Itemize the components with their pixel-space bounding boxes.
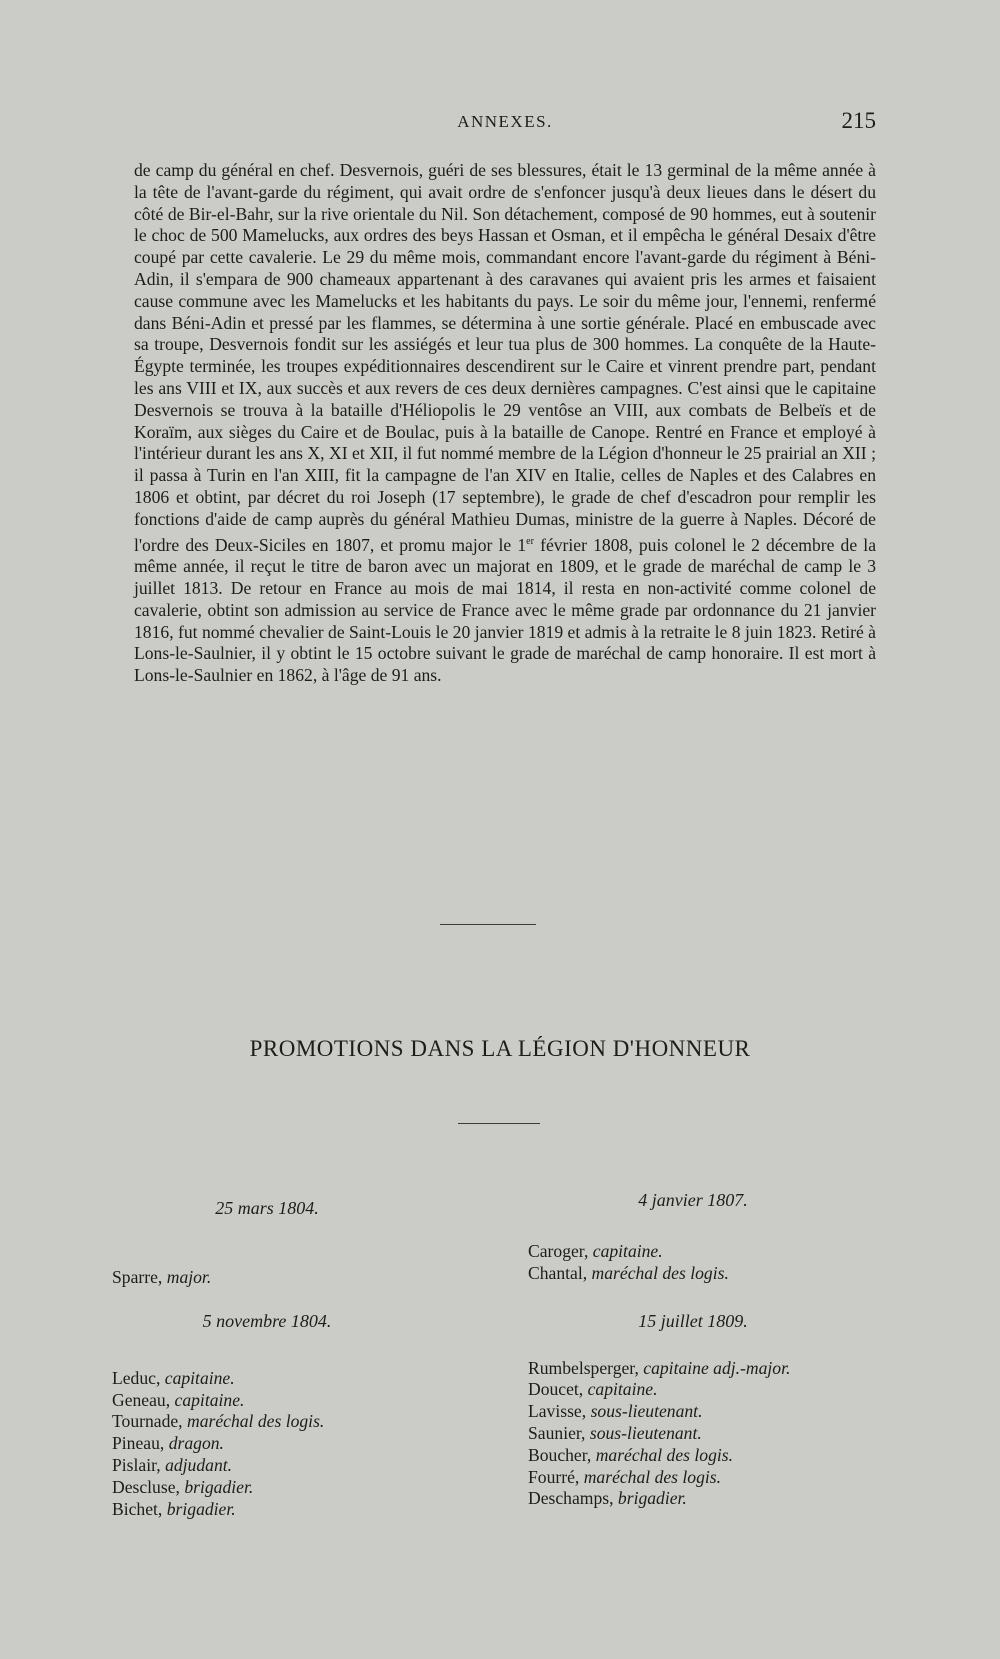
promotion-entry — [112, 1267, 482, 1289]
person-name: Leduc, — [112, 1367, 161, 1388]
person-name: Rumbelsperger, — [528, 1357, 639, 1378]
person-name: Descluse, — [112, 1476, 180, 1497]
promotion-entry — [528, 1241, 908, 1263]
promotion-entry — [528, 1379, 908, 1401]
person-rank: maréchal des logis. — [591, 1262, 729, 1283]
promotion-entry — [112, 1390, 482, 1412]
person-name: Caroger, — [528, 1241, 589, 1261]
running-title: ANNEXES. — [457, 112, 553, 131]
page-number: 215 — [841, 108, 876, 133]
body-paragraph-part-1: de camp du général en chef. Desvernois, guéri de ses blessures, était le 13 germinal de la même année à la tête de l'avant-garde du régiment, qui avait ordre de s'enfoncer jusqu'à deux lieues dans le désert du côté de Bir-el-Bahr, sur la rive orientale du Nil. Son détachement, composé de 90 hommes, eut à soutenir le choc de 500 Mamelucks, aux ordres des beys Hassan et Osman, et il empêcha le général Desaix d'être coupé par cette cavalerie. Le 29 du même mois, commandant encore l'avant-garde du régiment à Béni-Adin, il s'empara de 900 chameaux appartenant à des caravanes qui avaient pris les armes et faisaient cause commune avec les Mamelucks et les habitants du pays. Le soir du même jour, l'ennemi, renfermé dans Béni-Adin et pressé par les flammes, se détermina à une sortie générale. Placé en embuscade avec sa troupe, Desvernois fondit sur les assiégés et leur tua plus de 300 hommes. La conquête de la Haute-Égypte terminée, les troupes expéditionnaires descendirent sur le Caire et vinrent prendre part, pendant les ans VIII et IX, aux succès et aux revers de ces deux dernières campagnes. C'est ainsi que le capitaine Desvernois se trouva à la bataille d'Héliopolis le 29 ventôse an VIII, aux combats de Belbeïs et de Koraïm, aux sièges du Caire et de Boulac, puis à la bataille de Canope. Rentré en France et employé à l'intérieur durant les ans X, XI et XII, il fut nommé membre de la Légion d'honneur le 25 prairial an XII ; il passa à Turin en l'an XIII, fit la campagne de l'an XIV en Italie, celles de Naples et des Calabres en 1806 et obtint, par décret du roi Joseph (17 septembre), le grade de chef d'escadron pour remplir les fonctions d'aide de camp auprès du général Mathieu Dumas, ministre de la guerre à Naples. Décoré de l'ordre des Deux-Siciles en 1807, et promu major le 1 — [134, 160, 876, 555]
promotions-right-column — [528, 1190, 908, 1510]
person-name: Doucet, — [528, 1379, 584, 1400]
body-paragraph — [134, 160, 876, 687]
person-rank: brigadier. — [184, 1476, 254, 1497]
person-rank: capitaine adj.-major. — [643, 1357, 791, 1378]
promotion-list — [528, 1241, 908, 1285]
person-rank: capitaine. — [164, 1367, 235, 1388]
person-rank: capitaine. — [587, 1379, 658, 1400]
promotion-entry — [528, 1263, 908, 1285]
person-rank: sous-lieutenant. — [590, 1401, 703, 1422]
promotion-date-heading: 5 novembre 1804. — [202, 1310, 332, 1331]
person-rank: maréchal des logis. — [595, 1444, 734, 1465]
promotion-entry — [112, 1455, 482, 1477]
promotion-entry — [528, 1423, 908, 1445]
person-rank: brigadier. — [617, 1488, 687, 1509]
person-name: Tournade, — [112, 1411, 183, 1432]
promotion-entry — [112, 1368, 482, 1390]
promotion-list — [112, 1368, 482, 1521]
person-name: Chantal, — [528, 1262, 588, 1283]
person-rank: major. — [166, 1267, 212, 1287]
person-rank: sous-lieutenant. — [589, 1422, 702, 1443]
promotion-list — [112, 1267, 482, 1289]
person-name: Bichet, — [112, 1498, 163, 1519]
promotion-list — [528, 1358, 908, 1511]
person-rank: maréchal des logis. — [583, 1466, 722, 1487]
promotion-entry — [528, 1401, 908, 1423]
promotion-entry — [528, 1488, 908, 1510]
promotion-entry — [112, 1433, 482, 1455]
promotion-entry — [528, 1445, 908, 1467]
promotion-entry — [112, 1499, 482, 1521]
promotion-entry — [528, 1358, 908, 1380]
body-paragraph-part-2: février 1808, puis colonel le 2 décembre de la même année, il reçut le titre de baron avec un majorat en 1809, et le grade de maréchal de camp le 3 juillet 1813. De retour en France au mois de mai 1814, il resta en non-activité comme colonel de cavalerie, obtint son admission au service de France avec le même grade par ordonnance du 21 janvier 1816, fut nommé chevalier de Saint-Louis le 20 janvier 1819 et admis à la retraite le 8 juin 1823. Retiré à Lons-le-Saulnier, il y obtint le 15 octobre suivant le grade de maréchal de camp honoraire. Il est mort à Lons-le-Saulnier en 1862, à l'âge de 91 ans. — [134, 534, 876, 686]
person-name: Geneau, — [112, 1389, 171, 1410]
section-title: PROMOTIONS DANS LA LÉGION D'HONNEUR — [249, 1036, 751, 1061]
promotion-entry — [112, 1477, 482, 1499]
person-name: Deschamps, — [528, 1488, 614, 1509]
person-rank: adjudant. — [165, 1454, 233, 1475]
person-name: Pineau, — [112, 1433, 165, 1454]
promotion-date-heading: 4 janvier 1807. — [638, 1190, 748, 1210]
promotion-date-heading: 25 mars 1804. — [215, 1198, 319, 1218]
person-name: Saunier, — [528, 1422, 586, 1443]
promotion-entry — [528, 1467, 908, 1489]
person-name: Sparre, — [112, 1267, 163, 1287]
person-rank: brigadier. — [166, 1498, 236, 1519]
person-rank: capitaine. — [174, 1389, 245, 1410]
promotions-left-column — [112, 1198, 482, 1520]
running-head — [134, 108, 876, 138]
section-divider-bottom — [458, 1123, 540, 1124]
person-rank: dragon. — [168, 1433, 224, 1454]
person-rank: capitaine. — [592, 1241, 663, 1261]
person-name: Lavisse, — [528, 1401, 587, 1422]
promotion-entry — [112, 1411, 482, 1433]
person-name: Pislair, — [112, 1454, 161, 1475]
person-name: Boucher, — [528, 1444, 592, 1465]
person-name: Fourré, — [528, 1466, 580, 1487]
person-rank: maréchal des logis. — [187, 1411, 325, 1432]
ordinal-superscript: er — [526, 535, 534, 547]
section-divider-top — [440, 924, 536, 925]
promotion-date-heading: 15 juillet 1809. — [638, 1310, 748, 1331]
